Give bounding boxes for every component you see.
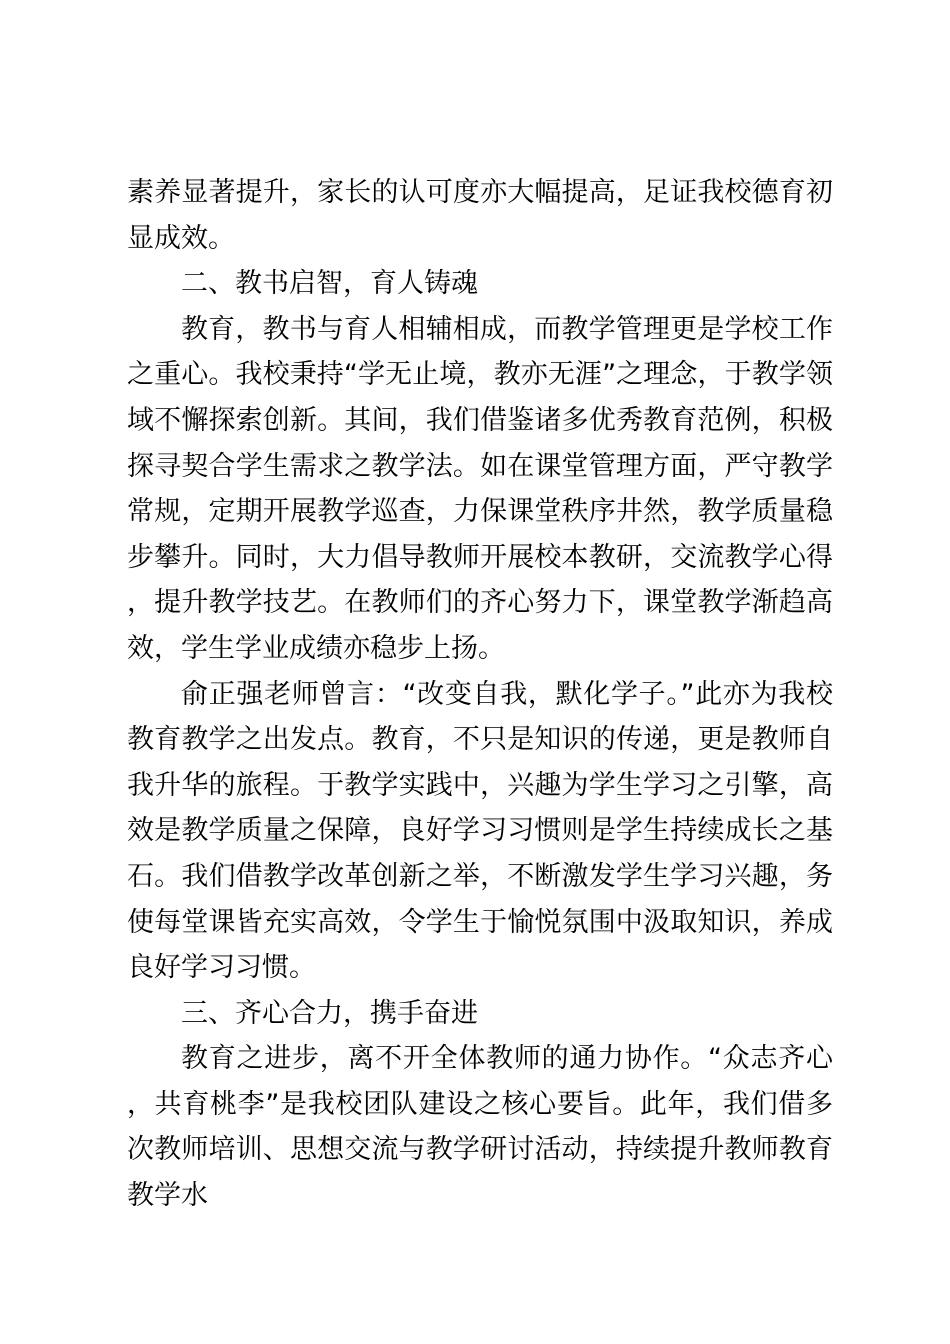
paragraph-team-collaboration: 教育之进步，离不开全体教师的通力协作。“众志齐心，共育桃李”是我校团队建设之核心要旨。此年，我们借多次教师培训、思想交流与教学研讨活动，持续提升教师教育教学水: [127, 1043, 833, 1212]
document-body: [127, 170, 833, 1219]
section-heading-2: 二、教书启智，育人铸魂: [181, 268, 478, 300]
paragraph-teacher-quote: 俞正强老师曾言：“改变自我，默化学子。”此亦为我校教育教学之出发点。教育，不只是知识的传递，更是教师自我升华的旅程。于教学实践中，兴趣为学生学习之引擎，高效是教学质量之保障，良好学习习惯则是学生持续成长之基石。我们借教学改革创新之举，不断激发学生学习兴趣，务使每堂课皆充实高效，令学生于愉悦氛围中汲取知识，养成良好学习习惯。: [127, 678, 833, 984]
paragraph-teaching-management: 教育，教书与育人相辅相成，而教学管理更是学校工作之重心。我校秉持“学无止境，教亦无涯”之理念，于教学领域不懈探索创新。其间，我们借鉴诸多优秀教育范例，积极探寻契合学生需求之教学法。如在课堂管理方面，严守教学常规，定期开展教学巡查，力保课堂秩序井然，教学质量稳步攀升。同时，大力倡导教师开展校本教研，交流教学心得，提升教学技艺。在教师们的齐心努力下，课堂教学渐趋高效，学生学业成绩亦稳步上扬。: [127, 313, 833, 664]
section-heading-3: 三、齐心合力，携手奋进: [181, 997, 478, 1029]
paragraph-continued: 素养显著提升，家长的认可度亦大幅提高，足证我校德育初显成效。: [127, 177, 833, 254]
